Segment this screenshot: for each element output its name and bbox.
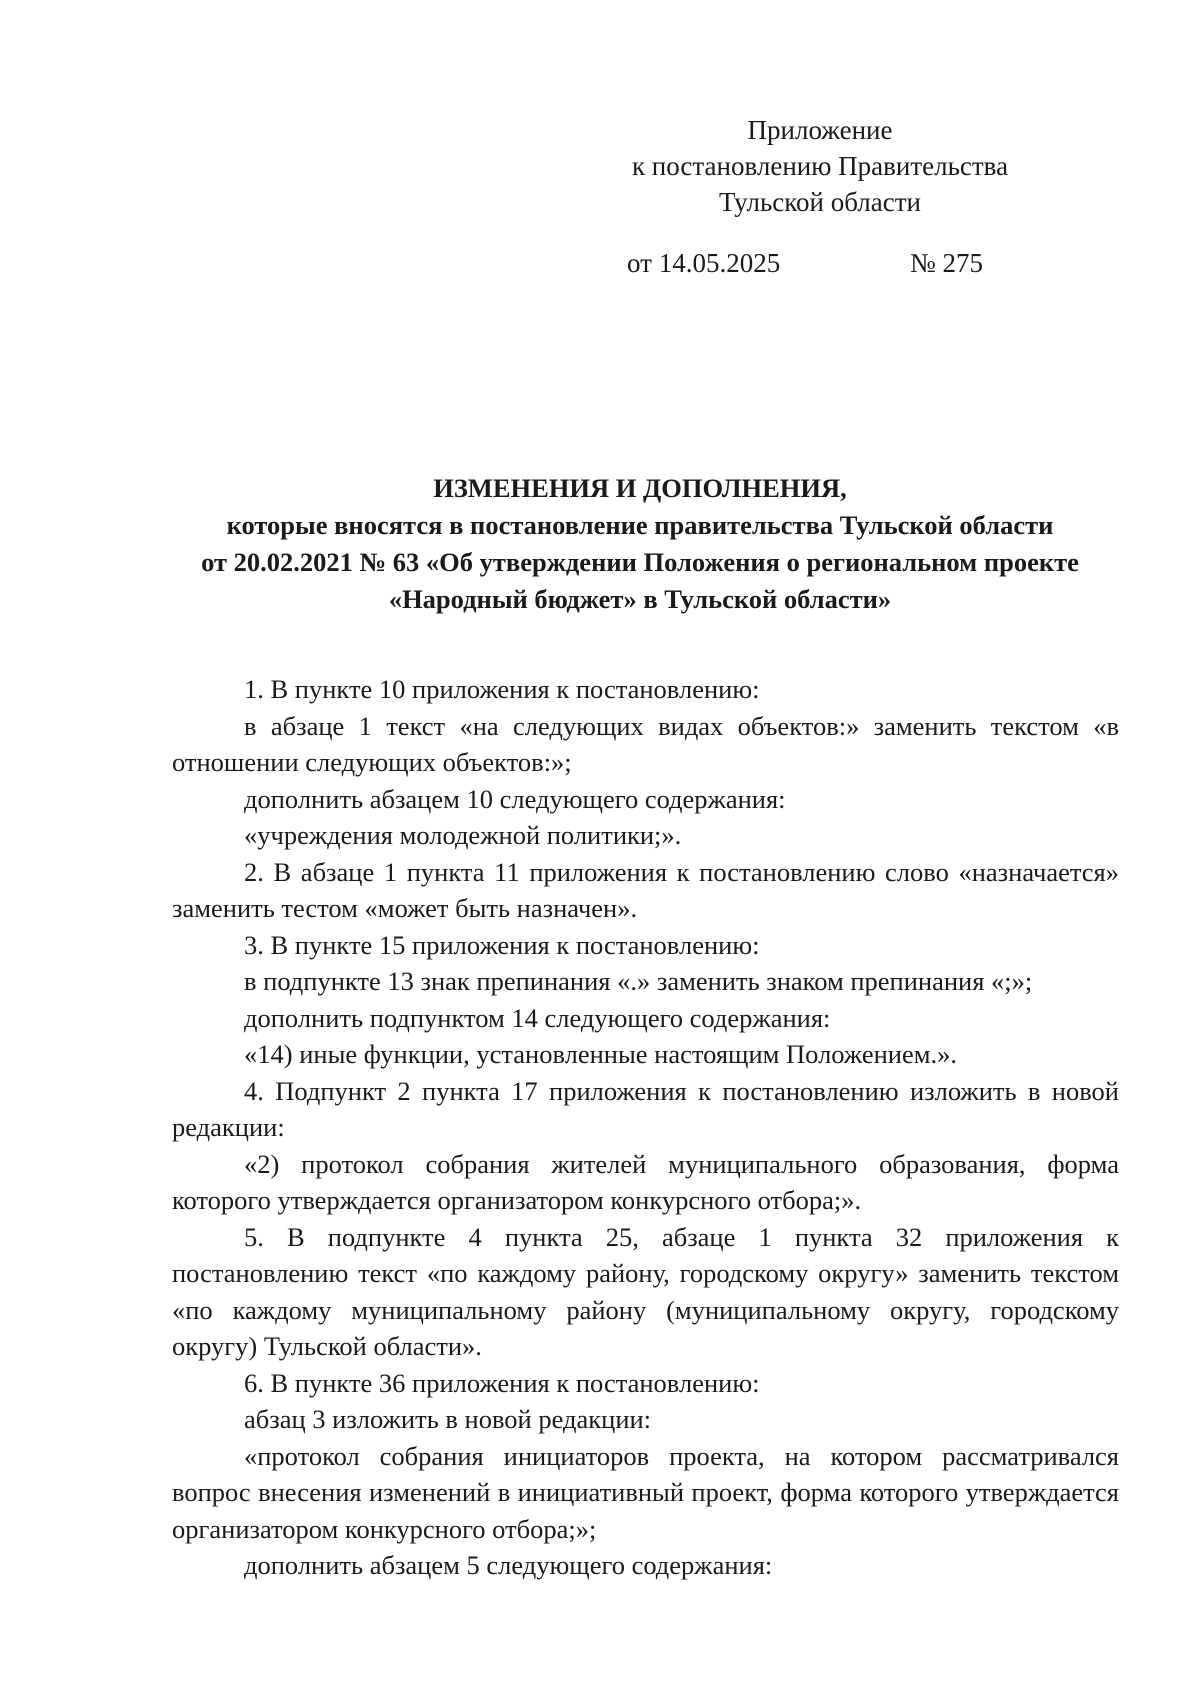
paragraph: дополнить абзацем 5 следующего содержания: (244, 1550, 773, 1580)
paragraph: «2) протокол собрания жителей муниципального образования, форма которого утверждается организатором конкурсного отбора;». (172, 1148, 1119, 1215)
paragraph: дополнить абзацем 10 следующего содержания: (244, 783, 786, 814)
paragraph: 1. В пункте 10 приложения к постановлению: (244, 674, 760, 704)
title-line: от 20.02.2021 № 63 «Об утверждении Положения о региональном проекте (201, 547, 1079, 577)
appendix-label: Приложение (747, 115, 893, 145)
paragraph: «14) иные функции, установленные настоящим Положением.». (244, 1039, 958, 1069)
paragraph: 6. В пункте 36 приложения к постановлению: (244, 1367, 760, 1398)
appendix-date: от 14.05.2025 (627, 248, 781, 278)
paragraph: 3. В пункте 15 приложения к постановлению: (244, 929, 760, 960)
paragraph: «учреждения молодежной политики;». (244, 820, 682, 850)
paragraph: 5. В подпункте 4 пункта 25, абзаце 1 пункта 32 приложения к постановлению текст «по каждому району, городскому округу» заменить текстом «по каждому муниципальному району (муниципальному округу, городскому округу) Тульской области». (172, 1221, 1119, 1361)
appendix-region: Тульской области (719, 187, 921, 217)
paragraph: абзац 3 изложить в новой редакции: (244, 1404, 652, 1434)
paragraph: 2. В абзаце 1 пункта 11 приложения к постановлению слово «назначается» заменить тестом «может быть назначен». (172, 856, 1119, 923)
document-body (172, 671, 1119, 1584)
paragraph: дополнить подпунктом 14 следующего содержания: (244, 1002, 831, 1033)
title-line: которые вносятся в постановление правительства Тульской области (226, 510, 1054, 540)
document-title (160, 470, 1120, 618)
paragraph: 4. Подпункт 2 пункта 17 приложения к постановлению изложить в новой редакции: (172, 1075, 1119, 1142)
paragraph: в абзаце 1 текст «на следующих видах объектов:» заменить текстом «в отношении следующих объектов:»; (172, 710, 1119, 777)
appendix-reference: к постановлению Правительства (631, 151, 1009, 181)
paragraph: «протокол собрания инициаторов проекта, на котором рассматривался вопрос внесения изменений в инициативный проект, форма которого утверждается организатором конкурсного отбора;»; (172, 1440, 1119, 1544)
paragraph: в подпункте 13 знак препинания «.» заменить знаком препинания «;»; (244, 966, 1033, 996)
title-line: «Народный бюджет» в Тульской области» (388, 584, 892, 614)
appendix-header (600, 112, 1040, 220)
appendix-number: № 275 (910, 248, 984, 278)
title-line: ИЗМЕНЕНИЯ И ДОПОЛНЕНИЯ, (433, 473, 847, 503)
